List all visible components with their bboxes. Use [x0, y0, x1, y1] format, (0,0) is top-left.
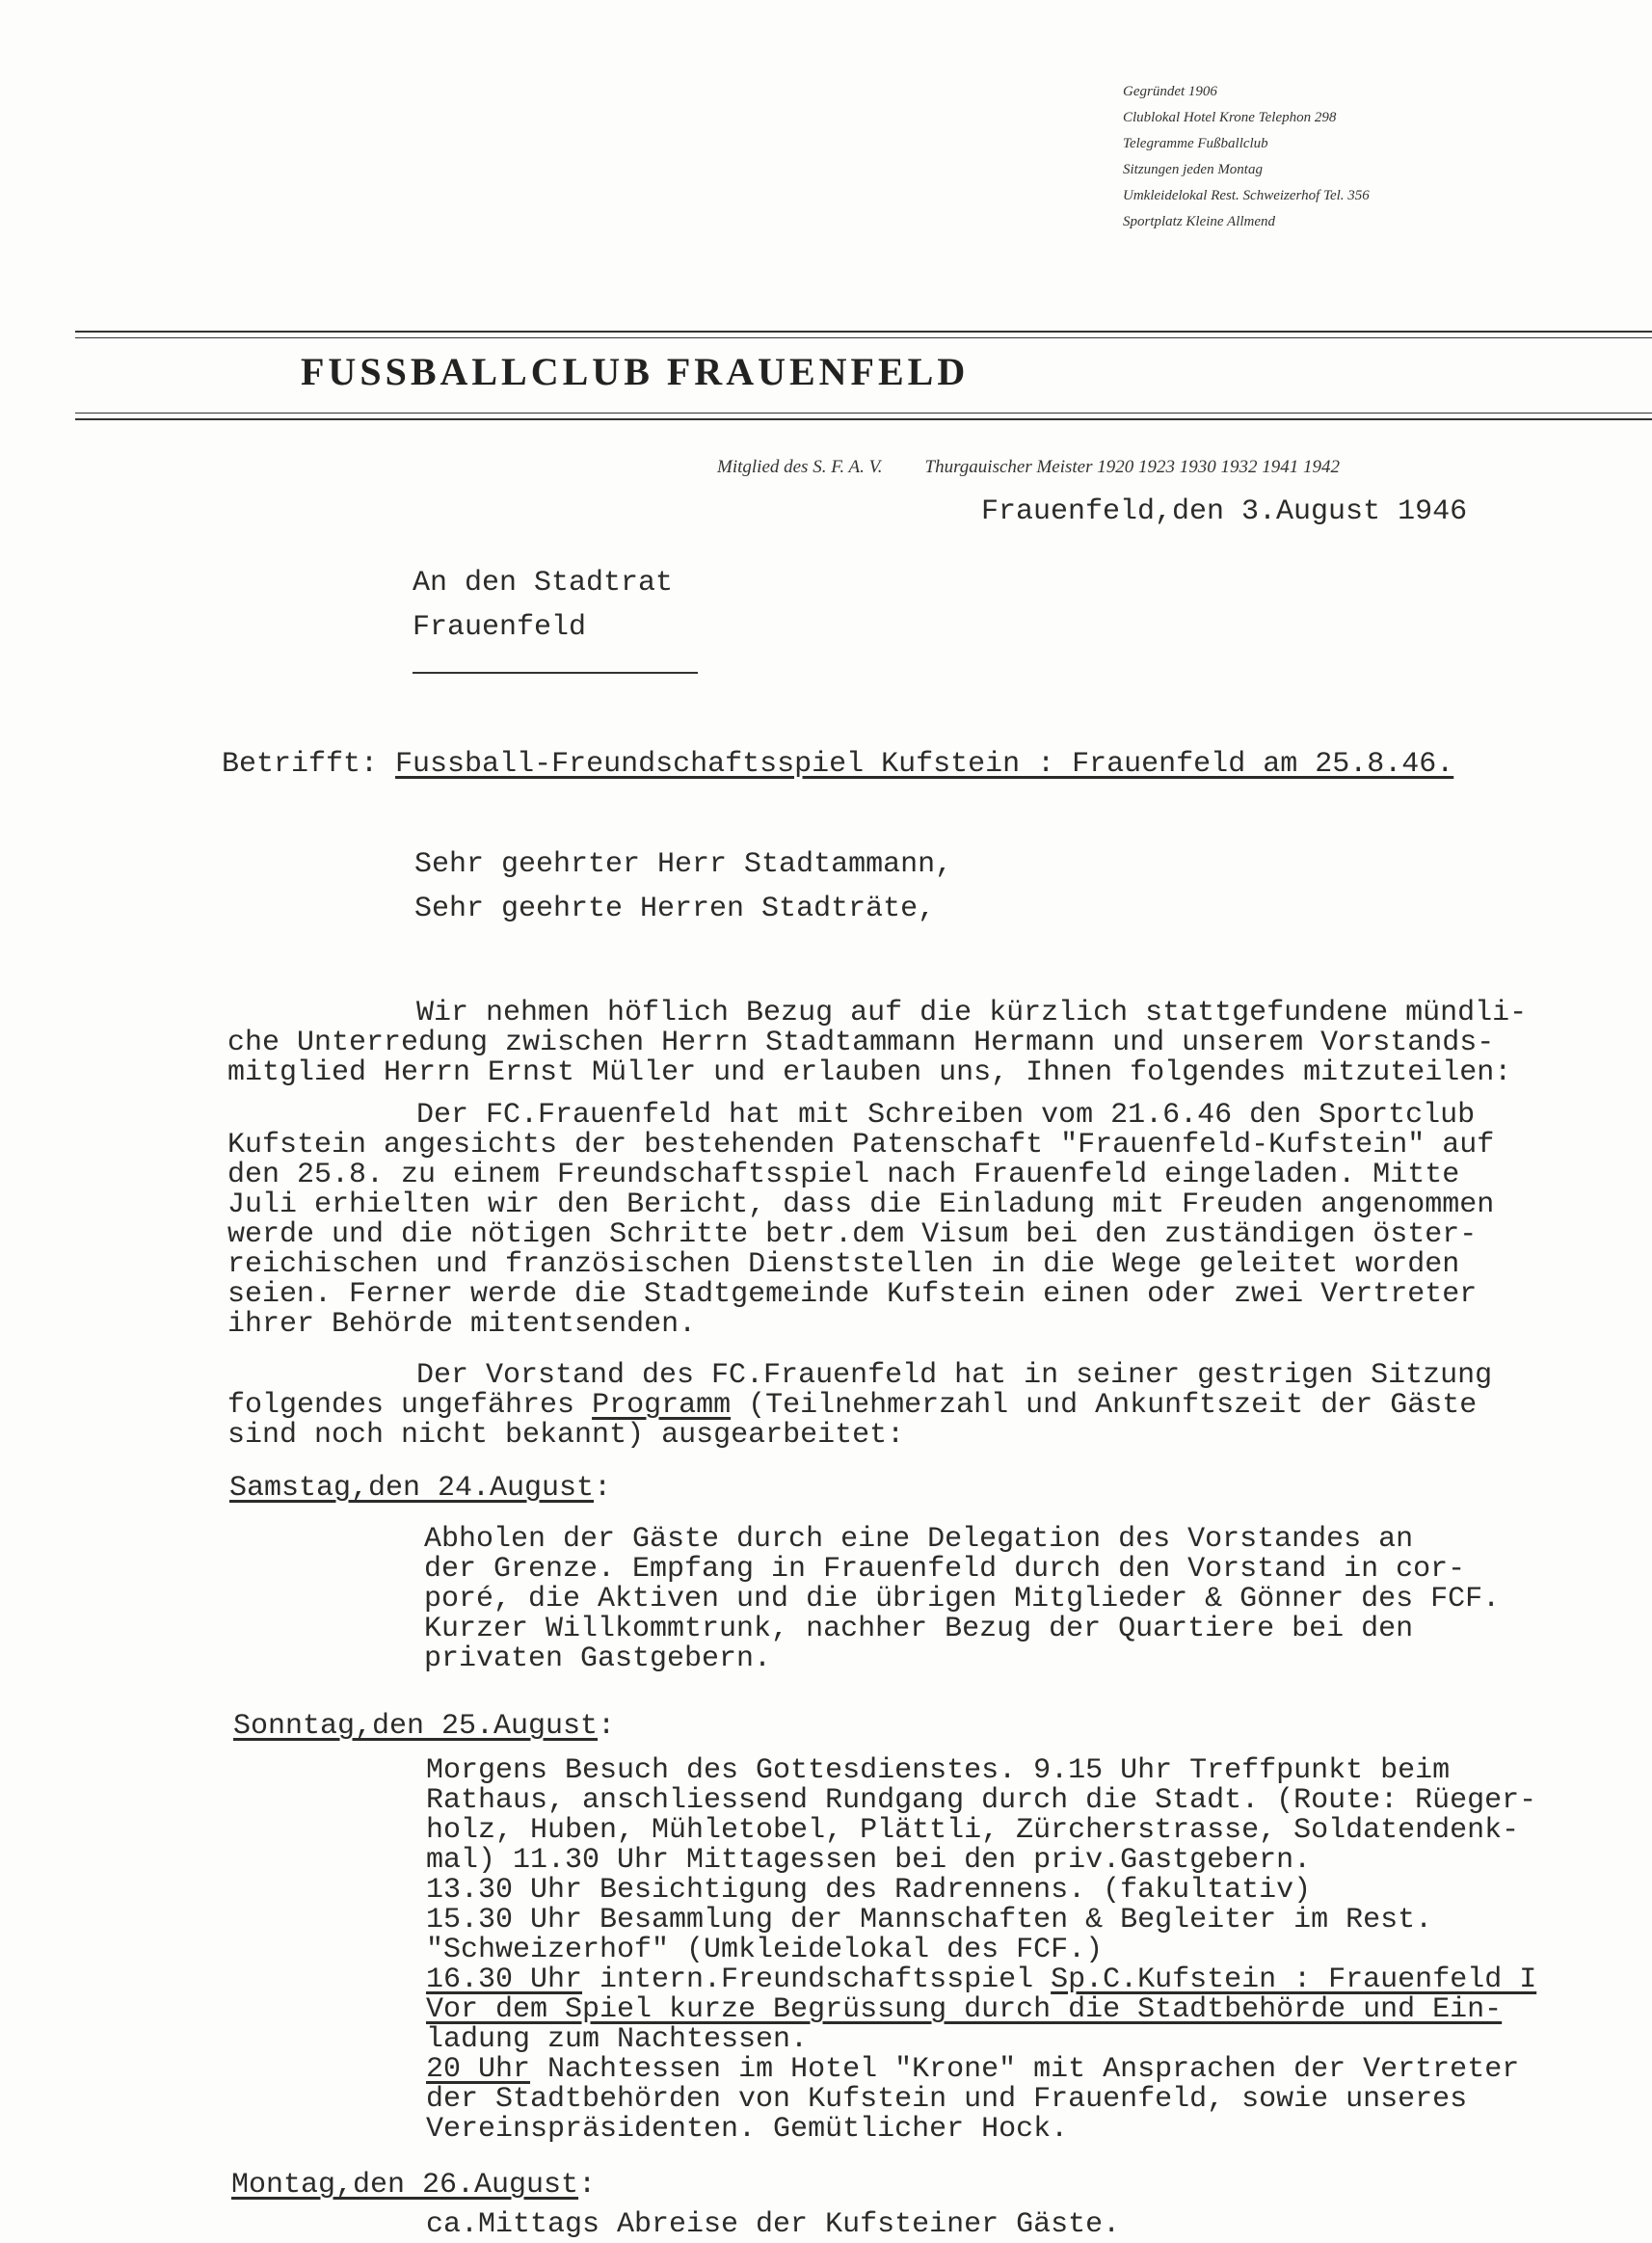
- text-line: holz, Huben, Mühletobel, Plättli, Zürcherstrasse, Soldatendenk-: [426, 1814, 1520, 1847]
- recipient-line: An den Stadtrat: [413, 567, 674, 600]
- salutation-line: Sehr geehrte Herren Stadträte,: [414, 893, 936, 925]
- salutation-line: Sehr geehrter Herr Stadtammann,: [414, 848, 953, 881]
- letterhead-info: [1123, 79, 1370, 235]
- text-line: Wir nehmen höflich Bezug auf die kürzlich stattgefundene mündli-: [416, 997, 1528, 1029]
- text-fragment: folgendes ungefähres: [227, 1389, 593, 1422]
- text-line: Kufstein angesichts der bestehenden Patenschaft "Frauenfeld-Kufstein" auf: [227, 1129, 1495, 1162]
- text-line: Der FC.Frauenfeld hat mit Schreiben vom 21.6.46 den Sportclub: [416, 1099, 1476, 1132]
- header-rule: [75, 413, 1652, 414]
- day3-block: [426, 2210, 1120, 2240]
- text-line: Der Vorstand des FC.Frauenfeld hat in seiner gestrigen Sitzung: [416, 1359, 1493, 1392]
- header-rule: [75, 337, 1652, 338]
- subject: Fussball-Freundschaftsspiel Kufstein : Frauenfeld am 25.8.46.: [395, 748, 1454, 781]
- day-heading-text: Montag,den 26.August: [231, 2169, 579, 2202]
- text-line: 13.30 Uhr Besichtigung des Radrennens. (fakultativ): [426, 1874, 1312, 1907]
- text-line: reichischen und französischen Dienststellen in die Wege geleitet worden: [227, 1248, 1460, 1281]
- match-time: 16.30 Uhr: [426, 1963, 583, 1996]
- header-rule: [75, 418, 1652, 420]
- text-line: 15.30 Uhr Besammlung der Mannschaften & Begleiter im Rest.: [426, 1904, 1433, 1936]
- text-line: Vereinspräsidenten. Gemütlicher Hock.: [426, 2113, 1069, 2146]
- text-fragment: intern.Freundschaftsspiel: [582, 1963, 1052, 1996]
- text-line: ladung zum Nachtessen.: [426, 2023, 809, 2056]
- paragraph-1: [227, 999, 1527, 1088]
- header-rule: [75, 331, 1652, 333]
- info-line: Sportplatz Kleine Allmend: [1123, 214, 1276, 229]
- recipient-underline: [413, 672, 698, 674]
- membership-line: [717, 457, 1382, 478]
- text-line: Kurzer Willkommtrunk, nachher Bezug der Quartiere bei den: [424, 1613, 1414, 1645]
- text-line: [227, 1391, 1492, 1421]
- text-line: werde und die nötigen Schritte betr.dem Visum bei den zuständigen öster-: [227, 1218, 1478, 1251]
- subject-label: Betrifft:: [222, 748, 379, 781]
- recipient: [413, 561, 673, 650]
- text-line: [426, 1965, 1536, 1995]
- program-word: Programm: [592, 1389, 732, 1422]
- text-line: Abholen der Gäste durch eine Delegation des Vorstandes an: [424, 1523, 1414, 1556]
- text-line: Morgens Besuch des Gottesdienstes. 9.15 Uhr Treffpunkt beim: [426, 1754, 1451, 1787]
- recipient-line: Frauenfeld: [413, 611, 587, 644]
- salutation: [414, 842, 952, 931]
- club-name: FUSSBALLCLUB FRAUENFELD: [301, 350, 970, 393]
- text-line: sind noch nicht bekannt) ausgearbeitet:: [227, 1419, 905, 1452]
- info-line: Umkleidelokal Rest. Schweizerhof Tel. 356: [1123, 188, 1370, 203]
- date-line: Frauenfeld,den 3.August 1946: [981, 495, 1468, 528]
- text-line: ca.Mittags Abreise der Kufsteiner Gäste.: [426, 2208, 1121, 2241]
- info-line: Sitzungen jeden Montag: [1123, 162, 1263, 177]
- day-heading-monday: Montag,den 26.August:: [231, 2169, 597, 2202]
- text-line: Juli erhielten wir den Bericht, dass die Einladung mit Freuden angenommen: [227, 1188, 1495, 1221]
- text-fragment: Nachtessen im Hotel "Krone" mit Ansprachen der Vertreter: [530, 2053, 1520, 2086]
- text-line: der Stadtbehörden von Kufstein und Frauenfeld, sowie unseres: [426, 2083, 1468, 2116]
- text-line: mal) 11.30 Uhr Mittagessen bei den priv.Gastgebern.: [426, 1844, 1312, 1877]
- day-heading-text: Samstag,den 24.August: [229, 1472, 595, 1505]
- paragraph-2: [227, 1101, 1494, 1340]
- paragraph-3: [227, 1361, 1492, 1451]
- text-line: mitglied Herrn Ernst Müller und erlauben uns, Ihnen folgendes mitzuteilen:: [227, 1056, 1512, 1089]
- info-line: Clublokal Hotel Krone Telephon 298: [1123, 110, 1337, 125]
- text-line: Rathaus, anschliessend Rundgang durch die Stadt. (Route: Rüeger-: [426, 1784, 1537, 1817]
- day2-block: [426, 1756, 1536, 2145]
- day1-block: [424, 1525, 1500, 1674]
- text-line: privaten Gastgebern.: [424, 1642, 772, 1675]
- text-line: "Schweizerhof" (Umkleidelokal des FCF.): [426, 1934, 1104, 1966]
- championships: Thurgauischer Meister 1920 1923 1930 1932 1941 1942: [924, 457, 1341, 477]
- day-heading-saturday: Samstag,den 24.August:: [229, 1472, 612, 1505]
- match-teams: Sp.C.Kufstein : Frauenfeld I: [1051, 1963, 1537, 1996]
- subject-line: [222, 750, 1453, 780]
- text-line: Vor dem Spiel kurze Begrüssung durch die Stadtbehörde und Ein-: [426, 1993, 1503, 2026]
- text-line: che Unterredung zwischen Herrn Stadtammann Hermann und unserem Vorstands-: [227, 1027, 1495, 1059]
- info-line: Telegramme Fußballclub: [1123, 136, 1268, 151]
- text-line: [426, 2055, 1536, 2085]
- dinner-time: 20 Uhr: [426, 2053, 531, 2086]
- text-fragment: (Teilnehmerzahl und Ankunftszeit der Gäste: [731, 1389, 1478, 1422]
- day-heading-text: Sonntag,den 25.August: [233, 1710, 599, 1743]
- membership: Mitglied des S. F. A. V.: [717, 457, 883, 477]
- text-line: der Grenze. Empfang in Frauenfeld durch den Vorstand in cor-: [424, 1553, 1466, 1586]
- text-line: seien. Ferner werde die Stadtgemeinde Kufstein einen oder zwei Vertreter: [227, 1278, 1478, 1311]
- text-line: poré, die Aktiven und die übrigen Mitglieder & Gönner des FCF.: [424, 1583, 1501, 1615]
- text-line: den 25.8. zu einem Freundschaftsspiel nach Frauenfeld eingeladen. Mitte: [227, 1159, 1460, 1191]
- day-heading-sunday: Sonntag,den 25.August:: [233, 1710, 616, 1743]
- text-line: ihrer Behörde mitentsenden.: [227, 1308, 697, 1341]
- info-line: Gegründet 1906: [1123, 84, 1217, 99]
